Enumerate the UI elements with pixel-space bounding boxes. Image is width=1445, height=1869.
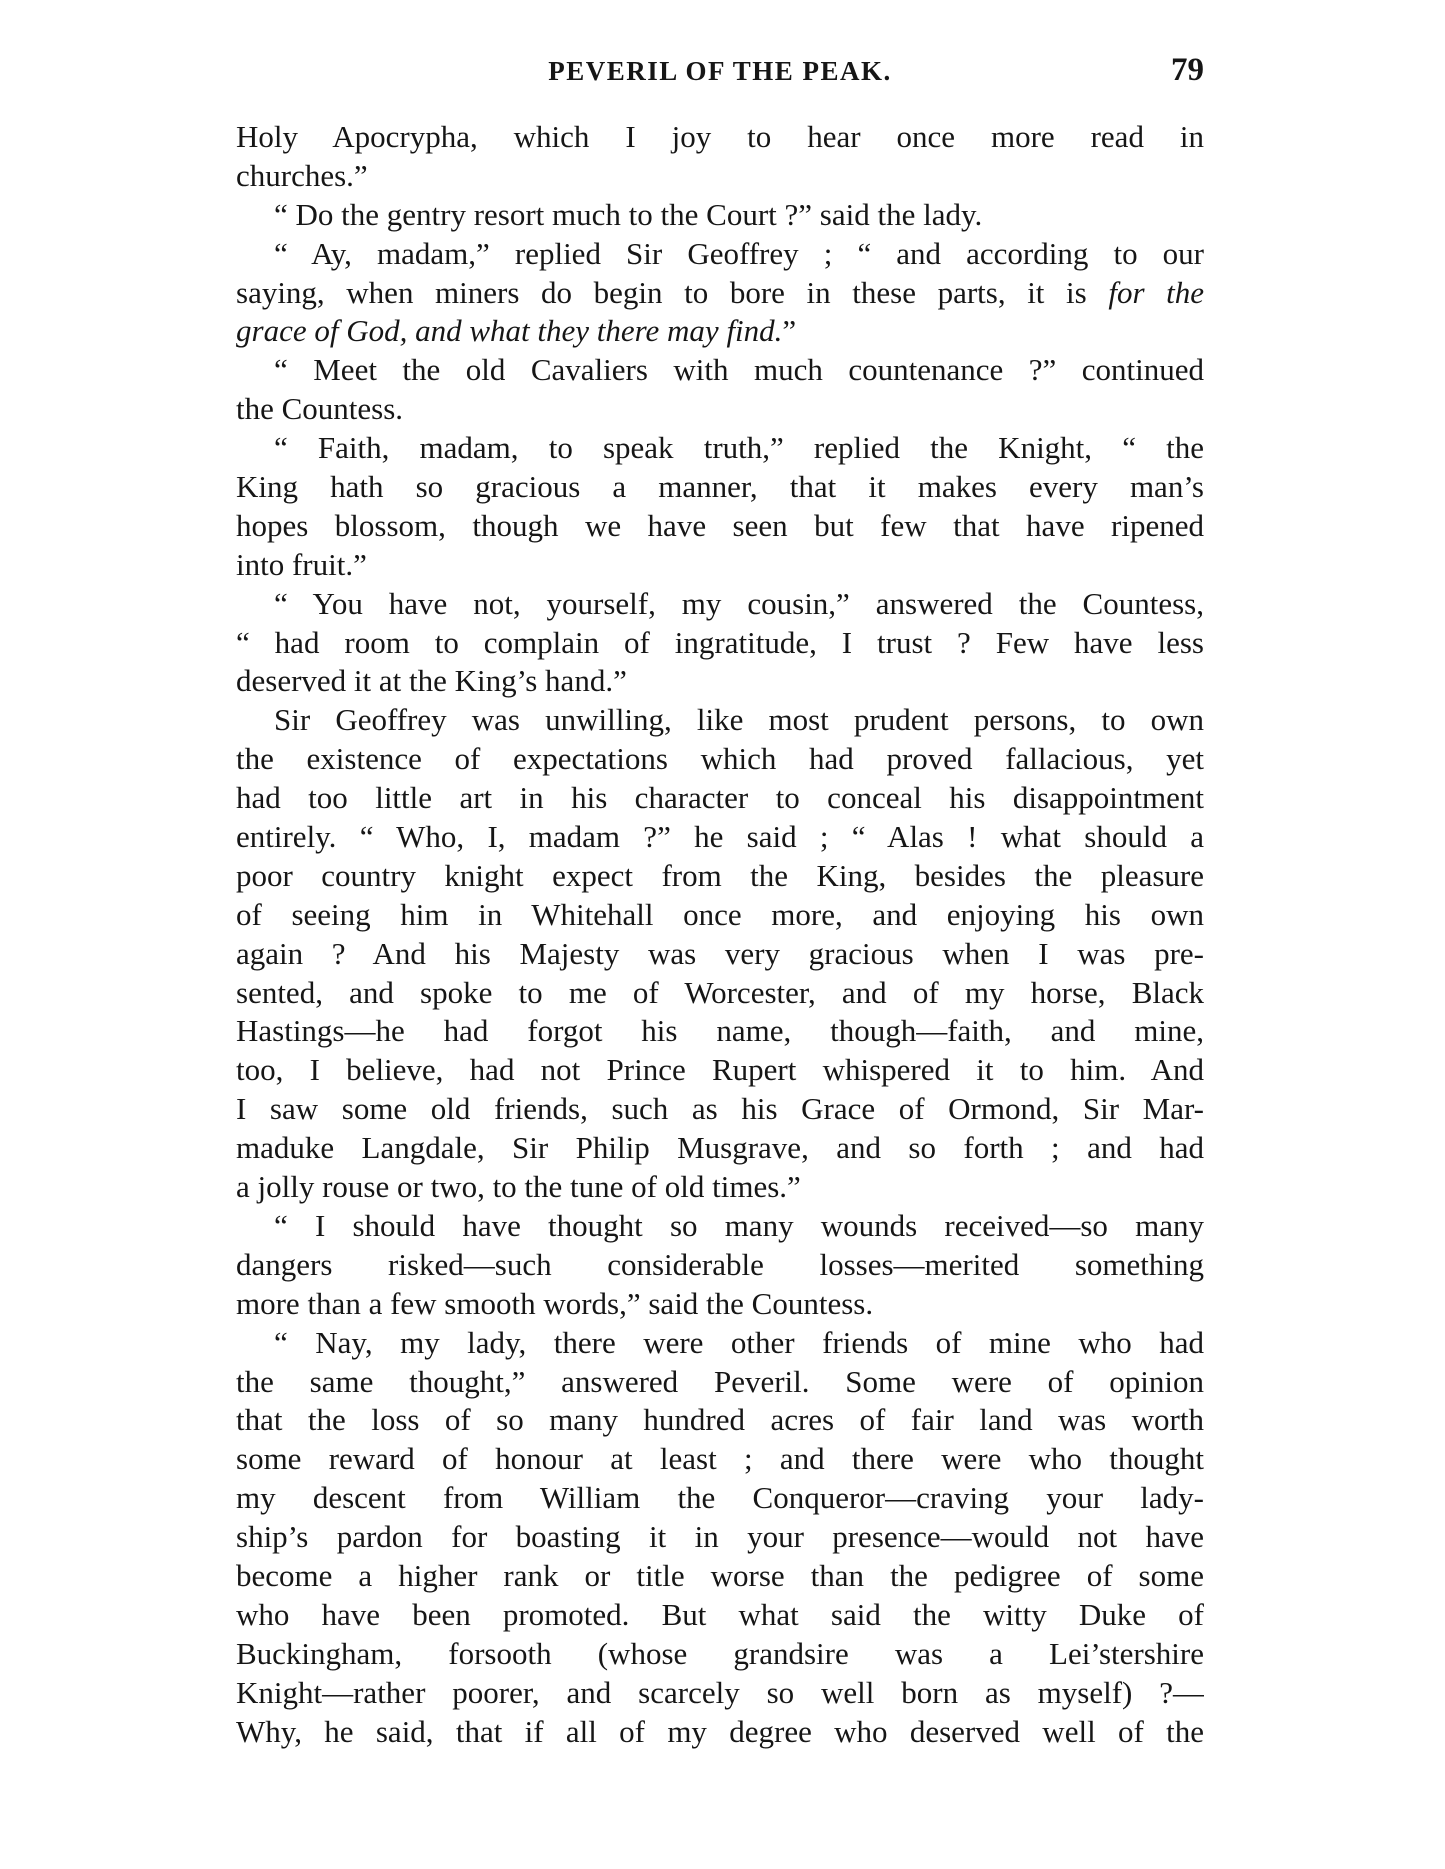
line-text: sented, and spoke to me of Worcester, and of my horse, Black [236,974,1204,1010]
text-line [236,624,1204,663]
line-text: maduke Langdale, Sir Philip Musgrave, and so forth ; and had [236,1130,1204,1166]
line-text: churches.” [236,157,368,193]
text-line [236,507,1204,546]
line-text: Sir Geoffrey was unwilling, like most prudent persons, to own [274,702,1204,738]
text-line [236,1401,1204,1440]
text-line [236,896,1204,935]
text-line [236,196,1204,235]
line-text: more than a few smooth words,” said the Countess. [236,1285,874,1321]
line-text: “ Ay, madam,” replied Sir Geoffrey ; “ and according to our [274,235,1204,271]
line-text: hopes blossom, though we have seen but few that have ripened [236,507,1204,543]
text-line [236,1713,1204,1752]
italic-text: for the [1108,274,1204,310]
line-text: “ Faith, madam, to speak truth,” replied the Knight, “ the [274,430,1204,466]
text-line [236,779,1204,818]
text-line [236,351,1204,390]
running-head [236,52,1204,96]
text-line [236,1012,1204,1051]
line-text: Knight—rather poorer, and scarcely so well born as myself) ?— [236,1674,1204,1710]
text-line [236,662,1204,701]
line-text: saying, when miners do begin to bore in these parts, it is [236,274,1109,310]
line-text: deserved it at the King’s hand.” [236,663,627,699]
text-line [236,157,1204,196]
line-text: “ You have not, yourself, my cousin,” answered the Countess, [274,585,1204,621]
text-line [236,1246,1204,1285]
line-text: “ Meet the old Cavaliers with much countenance ?” continued [274,352,1204,388]
line-text: the Countess. [236,391,404,427]
line-text-after: ” [782,313,797,349]
text-line [236,857,1204,896]
line-text: my descent from William the Conqueror—craving your lady- [236,1480,1204,1516]
line-text: a jolly rouse or two, to the tune of old times.” [236,1169,801,1205]
text-line [236,1285,1204,1324]
text-line [236,974,1204,1013]
line-text: “ Do the gentry resort much to the Court ?” said the lady. [274,196,983,232]
text-line [236,1207,1204,1246]
text-line [236,1596,1204,1635]
text-line [236,1518,1204,1557]
text-line [236,1635,1204,1674]
line-text: “ I should have thought so many wounds received—so many [274,1207,1204,1243]
line-text: poor country knight expect from the King, besides the pleasure [236,857,1204,893]
line-text: the existence of expectations which had proved fallacious, yet [236,741,1204,777]
text-line [236,1557,1204,1596]
text-line [236,468,1204,507]
line-text: again ? And his Majesty was very gracious when I was pre- [236,935,1204,971]
text-line [236,1479,1204,1518]
line-text: Why, he said, that if all of my degree who deserved well of the [236,1713,1204,1749]
line-text: Hastings—he had forgot his name, though—faith, and mine, [236,1013,1204,1049]
line-text: who have been promoted. But what said the witty Duke of [236,1596,1204,1632]
page-number: 79 [1171,52,1204,88]
text-line [236,1168,1204,1207]
text-line [236,118,1204,157]
text-line [236,429,1204,468]
line-text: dangers risked—such considerable losses—merited something [236,1246,1204,1282]
line-text: that the loss of so many hundred acres of fair land was worth [236,1402,1204,1438]
text-line [236,1324,1204,1363]
text-line [236,585,1204,624]
line-text: Holy Apocrypha, which I joy to hear once more read in [236,119,1204,154]
line-text: King hath so gracious a manner, that it makes every man’s [236,469,1204,505]
line-text: some reward of honour at least ; and there were who thought [236,1441,1204,1477]
text-line [236,546,1204,585]
line-text: ship’s pardon for boasting it in your presence—would not have [236,1519,1204,1555]
text-line [236,740,1204,779]
text-line [236,1129,1204,1168]
line-text: of seeing him in Whitehall once more, and enjoying his own [236,896,1204,932]
text-line [236,1051,1204,1090]
text-line [236,235,1204,274]
text-line [236,1090,1204,1129]
body-text [236,118,1204,1751]
text-line [236,701,1204,740]
italic-text: grace of God, and what they there may find. [236,313,783,349]
text-line [236,390,1204,429]
line-text: had too little art in his character to conceal his disappointment [236,780,1204,816]
text-line [236,312,1204,351]
text-line [236,1674,1204,1713]
line-text: too, I believe, had not Prince Rupert whispered it to him. And [236,1052,1204,1088]
line-text: the same thought,” answered Peveril. Some were of opinion [236,1363,1204,1399]
line-text: “ Nay, my lady, there were other friends of mine who had [274,1324,1204,1360]
line-text: into fruit.” [236,546,367,582]
text-line [236,1363,1204,1402]
line-text: I saw some old friends, such as his Grace of Ormond, Sir Mar- [236,1091,1204,1127]
text-line [236,935,1204,974]
line-text: “ had room to complain of ingratitude, I trust ? Few have less [236,624,1204,660]
text-line [236,1440,1204,1479]
line-text: Buckingham, forsooth (whose grandsire was a Lei’stershire [236,1635,1204,1671]
line-text: become a higher rank or title worse than the pedigree of some [236,1557,1204,1593]
text-line [236,274,1204,313]
line-text: entirely. “ Who, I, madam ?” he said ; “ Alas ! what should a [236,819,1204,855]
text-line [236,818,1204,857]
running-title: PEVERIL OF THE PEAK. [548,56,892,86]
